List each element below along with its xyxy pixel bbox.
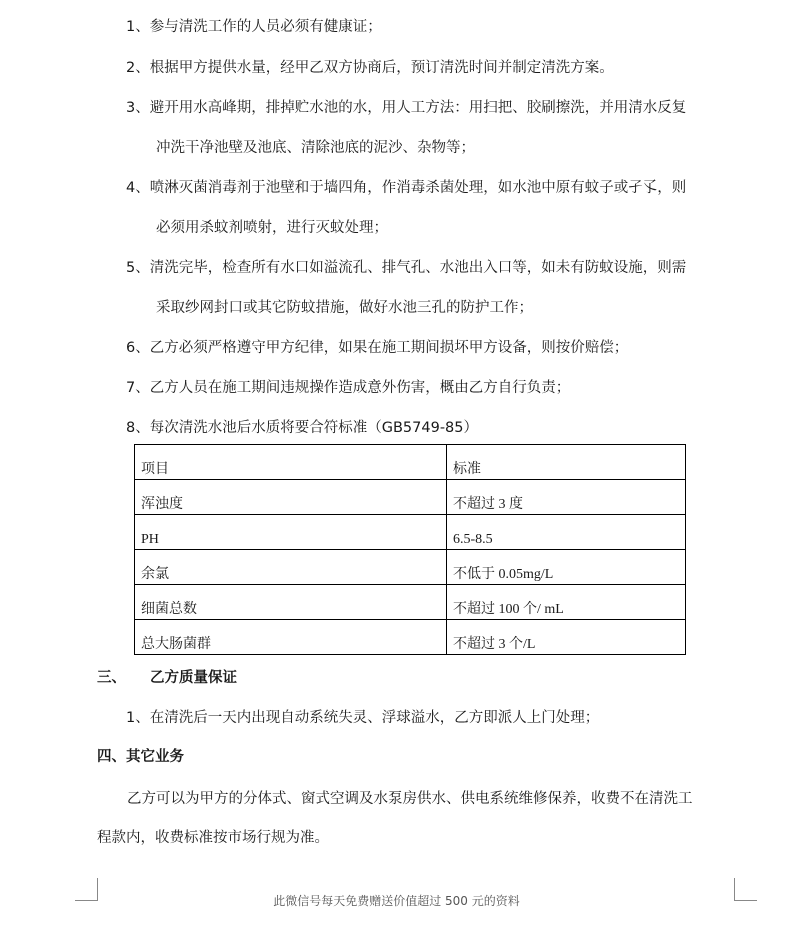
list-item-6: [126, 338, 628, 358]
table-row: [135, 620, 686, 655]
list-text: 喷淋灭菌消毒剂于池壁和于墙四角，作消毒杀菌处理，如水池中原有蚊子或孑孓，则: [149, 180, 687, 196]
list-text: 乙方人员在施工期间违规操作造成意外伤害，概由乙方自行负责；: [149, 380, 571, 396]
table-header-row: [135, 445, 686, 480]
table-row: [135, 480, 686, 515]
table-cell: 浑浊度: [135, 480, 447, 515]
list-item-3: [126, 98, 686, 118]
table-header-cell: 标准: [447, 445, 686, 480]
list-item-1: [126, 17, 382, 37]
list-number: 5、: [126, 260, 150, 276]
list-text: 参与清洗工作的人员必须有健康证；: [149, 19, 382, 35]
list-text: 根据甲方提供水量，经甲乙双方协商后，预订清洗时间并制定清洗方案。: [149, 60, 614, 76]
list-number: 6、: [126, 340, 150, 356]
table-cell: 不超过 3 个/L: [447, 620, 686, 655]
section-title: 乙方质量保证: [150, 670, 237, 686]
list-number: 4、: [126, 180, 150, 196]
list-text: 每次清洗水池后水质将要合符标准（GB5749-85）: [149, 420, 479, 436]
table-cell: 细菌总数: [135, 585, 447, 620]
section-4-paragraph-line-2: 程款内，收费标准按市场行规为准。: [97, 830, 329, 846]
list-number: 2、: [126, 60, 150, 76]
section-4-heading: 四、其它业务: [97, 749, 184, 765]
water-quality-table: [134, 444, 686, 655]
list-text: 清洗完毕，检查所有水口如溢流孔、排气孔、水池出入口等，如未有防蚊设施，则需: [149, 260, 687, 276]
section-3-heading: [97, 668, 237, 688]
list-item-5-continuation: 采取纱网封口或其它防蚊措施，做好水池三孔的防护工作；: [156, 300, 533, 316]
section-3-item-1: [126, 708, 599, 728]
list-text: 避开用水高峰期，排掉贮水池的水，用人工方法：用扫把、胶刷擦洗，并用清水反复: [149, 100, 687, 116]
list-number: 8、: [126, 420, 150, 436]
list-text: 乙方必须严格遵守甲方纪律，如果在施工期间损坏甲方设备，则按价赔偿；: [149, 340, 629, 356]
list-number: 7、: [126, 380, 150, 396]
list-number: 1、: [126, 710, 150, 726]
list-text: 在清洗后一天内出现自动系统失灵、浮球溢水，乙方即派人上门处理；: [149, 710, 600, 726]
page-footer: 此微信号每天免费赠送价值超过 500 元的资料: [273, 894, 520, 908]
list-item-7: [126, 378, 570, 398]
table-cell: 余氯: [135, 550, 447, 585]
table-row: [135, 515, 686, 550]
table-cell: 总大肠菌群: [135, 620, 447, 655]
table-header-cell: 项目: [135, 445, 447, 480]
list-item-8: [126, 418, 478, 438]
list-item-5: [126, 258, 686, 278]
list-number: 3、: [126, 100, 150, 116]
table-cell: PH: [135, 515, 447, 550]
table-row: [135, 550, 686, 585]
list-item-4-continuation: 必须用杀蚊剂喷射，进行灭蚊处理；: [156, 220, 388, 236]
section-number: 三、: [97, 670, 126, 686]
table-row: [135, 585, 686, 620]
list-item-3-continuation: 冲洗干净池壁及池底、清除池底的泥沙、杂物等；: [156, 140, 475, 156]
table-cell: 不低于 0.05mg/L: [447, 550, 686, 585]
list-item-2: [126, 58, 614, 78]
table-cell: 6.5-8.5: [447, 515, 686, 550]
section-4-paragraph-line-1: 乙方可以为甲方的分体式、窗式空调及水泵房供水、供电系统维修保养，收费不在清洗工: [127, 791, 693, 807]
list-number: 1、: [126, 19, 150, 35]
table-cell: 不超过 3 度: [447, 480, 686, 515]
list-item-4: [126, 178, 686, 198]
table-cell: 不超过 100 个/ mL: [447, 585, 686, 620]
